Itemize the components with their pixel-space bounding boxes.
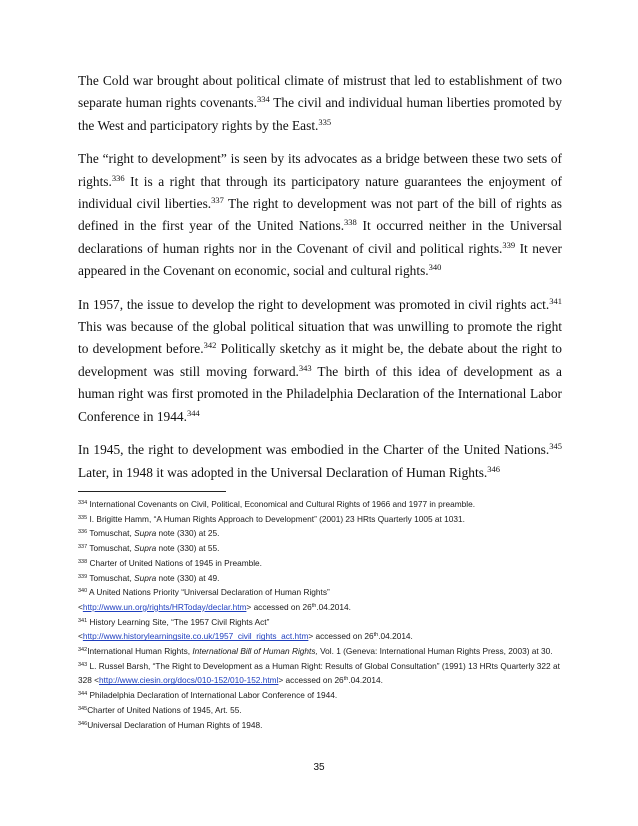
footnote-reference: 335: [318, 116, 332, 127]
text-run: > accessed on 26: [308, 631, 374, 642]
footnote-reference: 338: [344, 217, 357, 228]
footnote-link[interactable]: http://www.ciesin.org/docs/010-152/010-152.html: [99, 675, 279, 686]
paragraph: [78, 70, 562, 137]
footnote-reference: 341: [549, 295, 562, 306]
text-run: The Cold war brought about political climate of mistrust that led to establishment of two separate human rights covenants.: [78, 73, 562, 111]
text-run: .04.2014.: [348, 675, 383, 686]
footnote-reference: 345: [549, 441, 562, 452]
footnote-link[interactable]: http://www.un.org/rights/HRToday/declar.htm: [82, 601, 247, 612]
text-run: It is a right that through its participatory nature guarantees the enjoyment of individual civil liberties.: [78, 173, 562, 212]
paragraph: [78, 294, 562, 428]
text-run: Tomuschat,: [87, 543, 135, 554]
footnote-reference: th: [311, 602, 317, 609]
text-run: .04.2014.: [316, 601, 351, 612]
text-run: Philadelphia Declaration of International Labor Conference of 1944.: [87, 690, 338, 701]
text-run: The civil and individual human liberties promoted by the West and participatory rights by the East.: [78, 95, 562, 133]
footnote-reference: 339: [78, 573, 88, 580]
footnote-reference: 336: [111, 172, 125, 183]
footnote: [78, 703, 566, 718]
footnote-reference: 342: [78, 647, 88, 654]
text-run: <: [78, 631, 83, 642]
footnote-reference: th: [343, 676, 349, 683]
footnote-reference: 342: [203, 340, 217, 351]
text-run: note (330) at 25.: [156, 528, 220, 539]
footnote: [78, 571, 566, 586]
footnote: [78, 497, 566, 512]
footnote-reference: 334: [256, 94, 270, 105]
paragraph: [78, 148, 562, 282]
footnote-reference: 340: [78, 588, 88, 595]
footnote: [78, 526, 566, 541]
text-run: Universal Declaration of Human Rights of 1948.: [87, 719, 263, 730]
text-run: > accessed on 26: [278, 675, 344, 686]
footnote-link[interactable]: http://www.historylearningsite.co.uk/1957_civil_rights_act.htm: [82, 631, 309, 642]
text-run: History Learning Site, “The 1957 Civil Rights Act”: [87, 616, 270, 627]
footnote-reference: 345: [78, 705, 88, 712]
footnote-reference: 336: [78, 529, 88, 536]
text-run: Later, in 1948 it was adopted in the Universal Declaration of Human Rights.: [78, 464, 488, 480]
footnote-reference: 346: [487, 463, 501, 474]
page-number: 35: [313, 762, 325, 773]
text-run: A United Nations Priority “Universal Declaration of Human Rights”: [87, 587, 330, 598]
text-run: The right to development was not part of the bill of rights as defined in the first year of the United Nations.: [78, 196, 562, 234]
footnotes: [78, 497, 566, 732]
text-run: Vol. 1 (Geneva: International Human Rights Press, 2003) at 30.: [317, 646, 553, 657]
footnote: [78, 718, 566, 733]
text-run: It occurred neither in the Universal declarations of human rights nor in the Covenant of civil and political rights.: [78, 218, 562, 256]
italic-text: Supra: [134, 572, 157, 583]
footnote: [78, 688, 566, 703]
text-run: International Human Rights,: [87, 646, 193, 657]
footnote: [78, 600, 566, 615]
footnote: [78, 556, 566, 571]
text-run: I. Brigitte Hamm, “A Human Rights Approach to Development” (2001) 23 HRts Quarterly 1005 at 1031.: [87, 513, 465, 524]
footnote: [78, 629, 566, 644]
footnote: [78, 585, 566, 600]
footnote-reference: 343: [298, 362, 312, 373]
text-run: Charter of United Nations of 1945 in Preamble.: [87, 557, 262, 568]
text-run: In 1945, the right to development was embodied in the Charter of the United Nations.: [78, 442, 550, 458]
footnote: [78, 644, 566, 659]
text-run: L. Russel Barsh, “The Right to Development as a Human Right: Results of Global Consultation” (1991) 13 HRts Quarterly 322 at 328 <: [78, 660, 560, 686]
text-run: International Covenants on Civil, Political, Economical and Cultural Rights of 1966 and 1977 in preamble.: [87, 499, 476, 509]
text-run: Charter of United Nations of 1945, Art. 55.: [87, 704, 242, 715]
footnote: [78, 615, 566, 630]
footnote-separator: [78, 491, 226, 492]
text-run: This was because of the global political situation that was unwilling to promote the right to development before.: [78, 319, 562, 357]
footnote-reference: th: [373, 632, 379, 639]
footnote-reference: 334: [78, 500, 88, 506]
body-text: [78, 70, 562, 495]
italic-text: International Bill of Human Rights,: [192, 646, 318, 657]
footnote-reference: 339: [502, 239, 516, 250]
italic-text: Supra: [134, 543, 157, 554]
text-run: note (330) at 55.: [156, 543, 220, 554]
text-run: > accessed on 26: [246, 601, 312, 612]
text-run: Politically sketchy as it might be, the debate about the right to development was still moving forward.: [78, 341, 562, 379]
footnote-reference: 337: [211, 195, 224, 206]
footnote-reference: 344: [186, 407, 200, 418]
footnote-reference: 344: [78, 691, 88, 698]
footnote: [78, 541, 566, 556]
footnote-reference: 341: [78, 617, 88, 624]
footnote-reference: 343: [78, 661, 88, 668]
footnote-reference: 346: [78, 720, 88, 727]
footnote-reference: 338: [78, 558, 88, 565]
text-run: It never appeared in the Covenant on economic, social and cultural rights.: [78, 240, 562, 279]
text-run: Tomuschat,: [87, 528, 135, 539]
footnote-reference: 335: [78, 514, 88, 521]
paragraph: [78, 439, 562, 484]
footnote-reference: 340: [428, 262, 442, 273]
text-run: <: [78, 601, 83, 612]
footnote: [78, 659, 566, 688]
text-run: note (330) at 49.: [156, 572, 220, 583]
footnote-reference: 337: [78, 544, 88, 551]
text-run: The birth of this idea of development as a human right was first promoted in the Philadelphia Declaration of the International Labor Conference in 1944.: [78, 363, 562, 424]
text-run: Tomuschat,: [87, 572, 135, 583]
text-run: In 1957, the issue to develop the right to development was promoted in civil rights act.: [78, 296, 550, 312]
italic-text: Supra: [134, 528, 157, 539]
text-run: .04.2014.: [378, 631, 413, 642]
text-run: The “right to development” is seen by its advocates as a bridge between these two sets of rights.: [78, 151, 562, 189]
footnote: [78, 512, 566, 527]
